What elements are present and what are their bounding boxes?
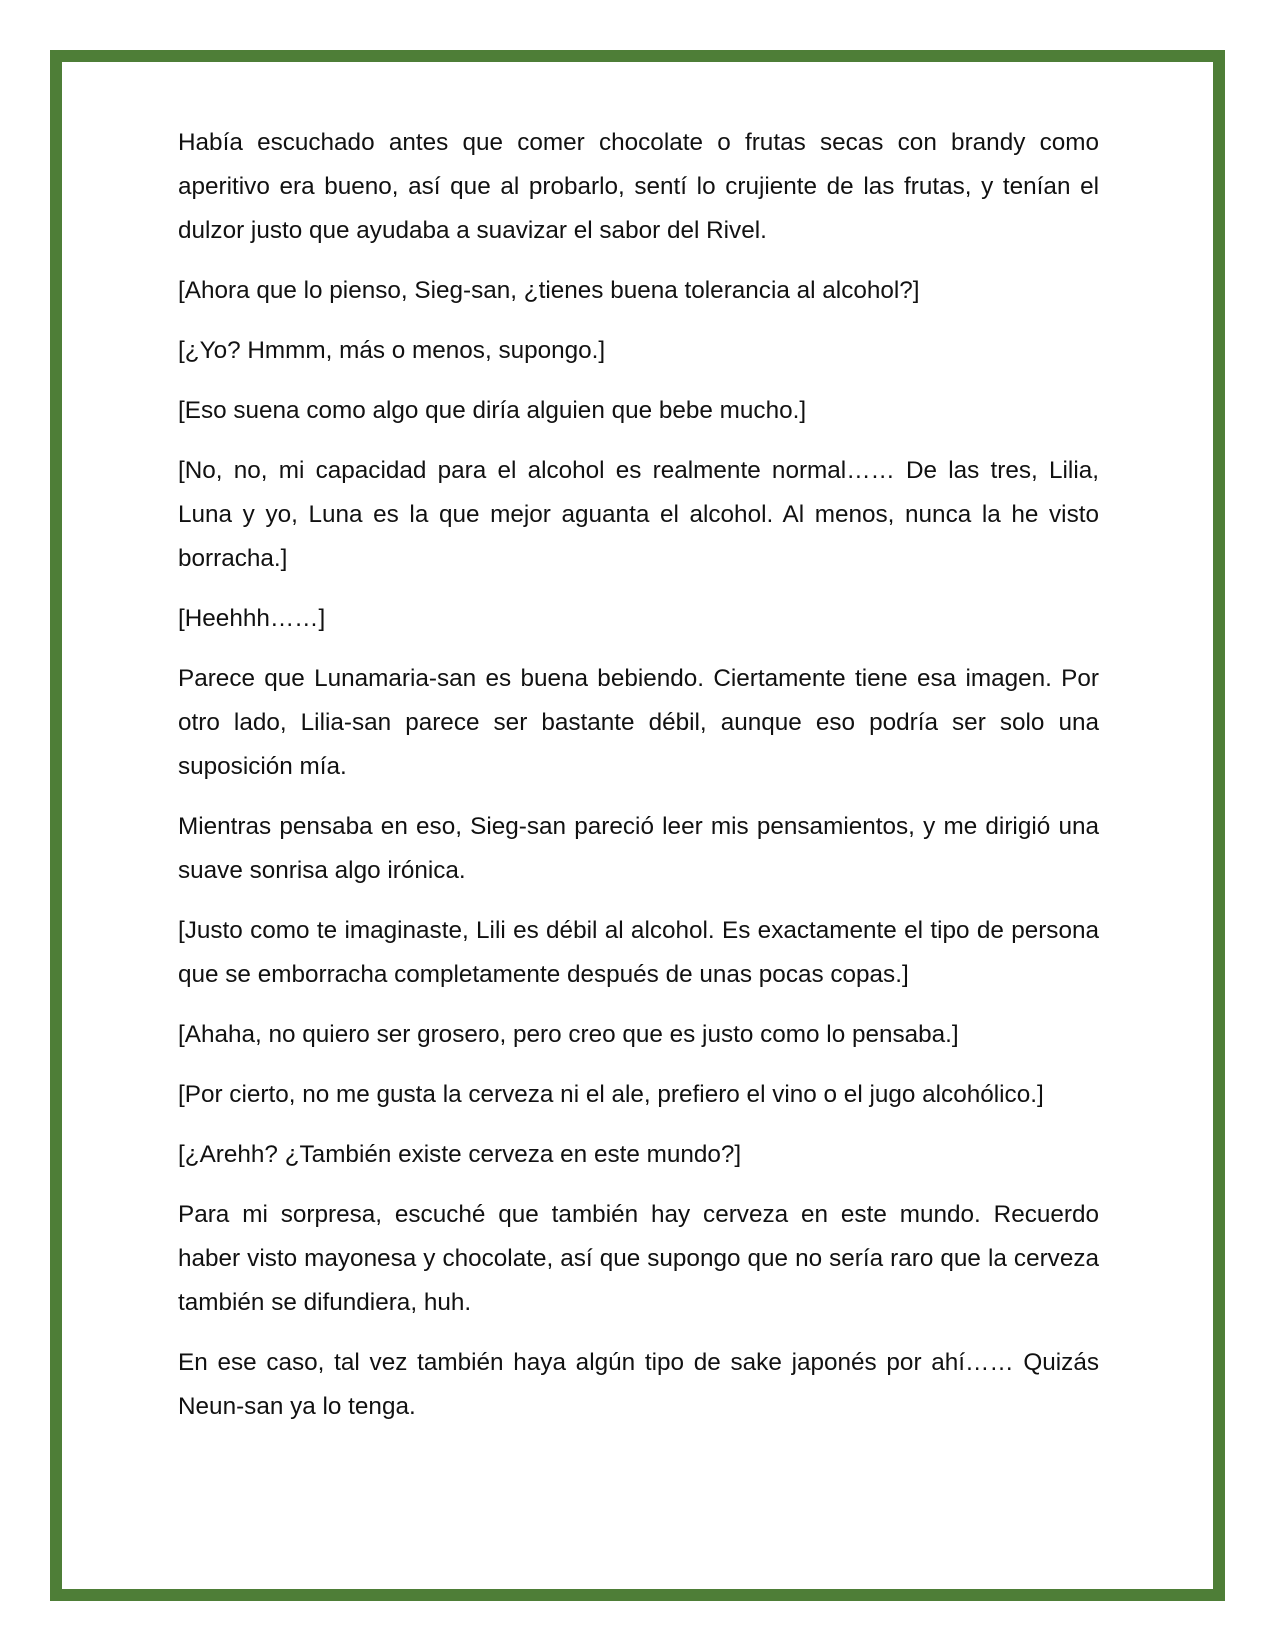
dialogue-line: [Eso suena como algo que diría alguien que bebe mucho.] <box>178 397 807 424</box>
dialogue-line: [Heehhh……] <box>178 605 326 632</box>
dialogue-line: [Por cierto, no me gusta la cerveza ni el ale, prefiero el vino o el jugo alcohólico.] <box>178 1081 1044 1108</box>
dialogue-line: [Ahora que lo pienso, Sieg-san, ¿tienes buena tolerancia al alcohol?] <box>178 277 920 304</box>
dialogue-line: [Ahaha, no quiero ser grosero, pero creo que es justo como lo pensaba.] <box>178 1021 959 1048</box>
dialogue-line: [¿Arehh? ¿También existe cerveza en este mundo?] <box>178 1141 742 1168</box>
dialogue-line: [¿Yo? Hmmm, más o menos, supongo.] <box>178 337 606 364</box>
dialogue-line: [Justo como te imaginaste, Lili es débil al alcohol. Es exactamente el tipo de persona que se emborracha completamente después de unas pocas copas.] <box>178 917 1099 988</box>
dialogue-line: [No, no, mi capacidad para el alcohol es realmente normal…… De las tres, Lilia, Luna y yo, Luna es la que mejor aguanta el alcohol. Al menos, nunca la he visto borracha.] <box>178 457 1099 572</box>
paragraph: Parece que Lunamaria-san es buena bebiendo. Ciertamente tiene esa imagen. Por otro lado, Lilia-san parece ser bastante débil, aunque eso podría ser solo una suposición mía. <box>178 665 1099 780</box>
paragraph: Para mi sorpresa, escuché que también hay cerveza en este mundo. Recuerdo haber visto mayonesa y chocolate, así que supongo que no sería raro que la cerveza también se difundiera, huh. <box>178 1201 1099 1316</box>
document-body <box>178 121 1099 1445</box>
paragraph: Mientras pensaba en eso, Sieg-san pareció leer mis pensamientos, y me dirigió una suave sonrisa algo irónica. <box>178 813 1099 884</box>
paragraph: En ese caso, tal vez también haya algún tipo de sake japonés por ahí…… Quizás Neun-san ya lo tenga. <box>178 1349 1099 1420</box>
paragraph: Había escuchado antes que comer chocolate o frutas secas con brandy como aperitivo era bueno, así que al probarlo, sentí lo crujiente de las frutas, y tenían el dulzor justo que ayudaba a suavizar el sabor del Rivel. <box>178 129 1099 244</box>
